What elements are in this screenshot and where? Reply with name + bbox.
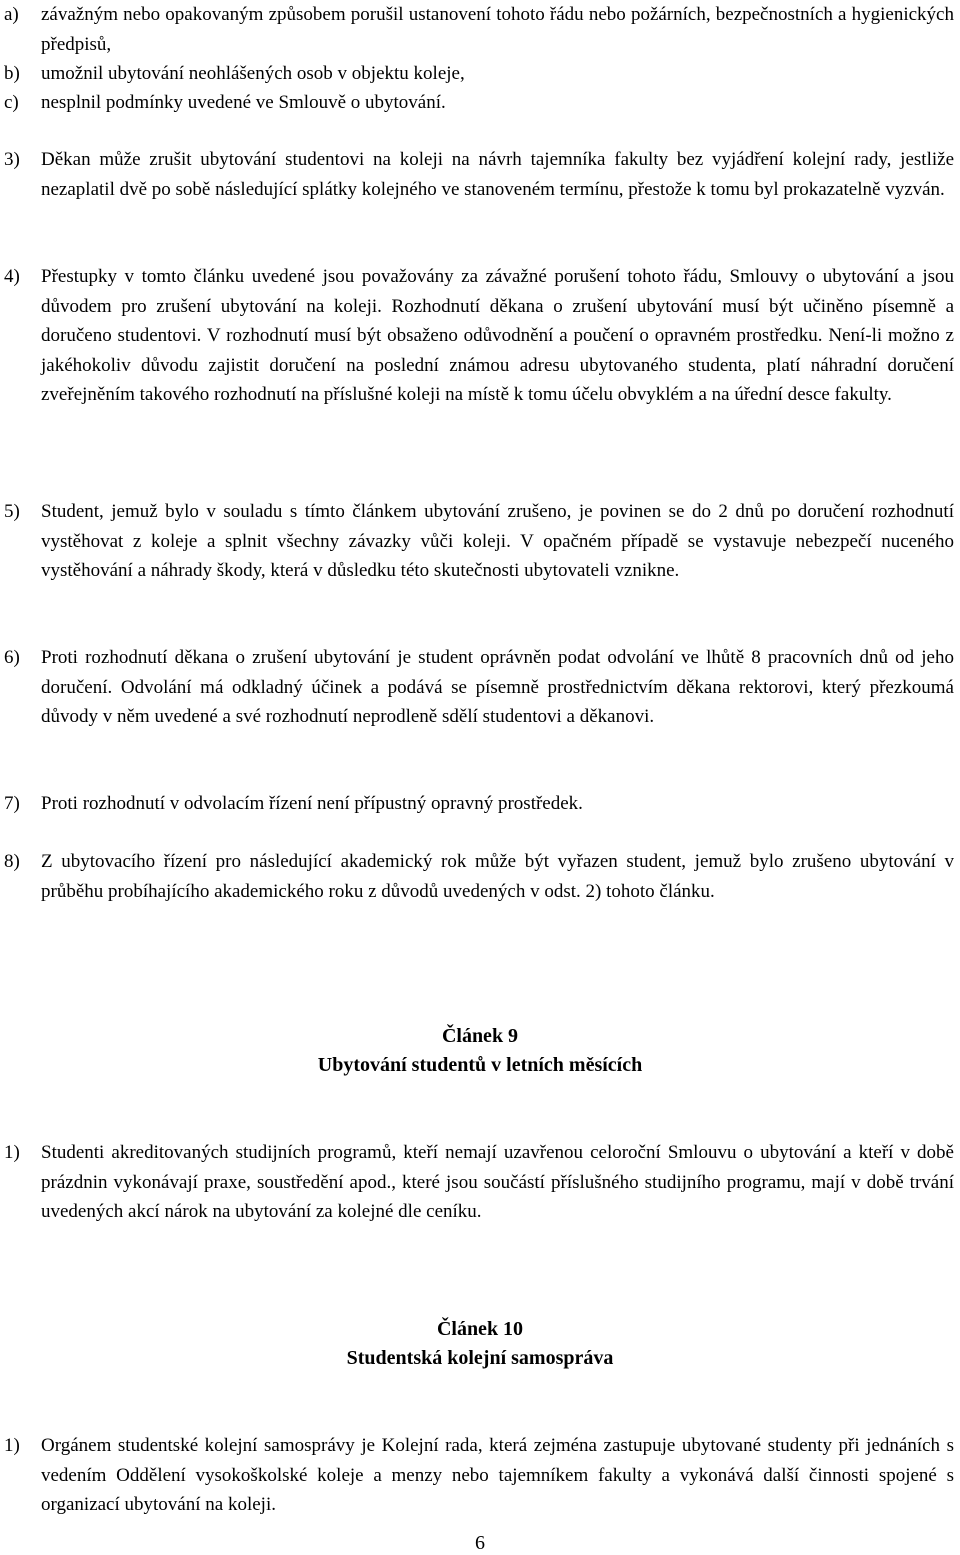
page-number: 6 [475,1532,485,1554]
paragraph-marker: 1) [4,1435,20,1456]
paragraph-text: Proti rozhodnutí děkana o zrušení ubytování je student oprávněn podat odvolání ve lhůtě 8 pracovních dnů od jeho doručení. Odvolání má odkladný účinek a podává se písemně prostřednictvím děkana rektorovi, který přezkoumá důvody v něm uvedené a své rozhodnutí neprodleně sdělí studentovi a děkanovi. [41,647,954,727]
list-marker: b) [4,63,20,84]
paragraph-7 [4,789,954,819]
list-item-a [4,0,954,59]
paragraph-marker: 7) [4,793,20,814]
paragraph-marker: 6) [4,647,20,668]
paragraph-text: Přestupky v tomto článku uvedené jsou považovány za závažné porušení tohoto řádu, Smlouvy o ubytování a jsou důvodem pro zrušení ubytování na koleji. Rozhodnutí děkana o zrušení ubytování musí být učiněno písemně a doručeno studentovi. V rozhodnutí musí být obsaženo odůvodnění a poučení o opravném prostředku. Není-li možno z jakéhokoliv důvodu zajistit doručení na poslední známou adresu ubytovaného studenta, platí náhradní doručení zveřejněním takového rozhodnutí na příslušné koleji na místě k tomu účelu obvyklém a na úřední desce fakulty. [41,266,954,405]
list-text: nesplnil podmínky uvedené ve Smlouvě o ubytování. [41,92,446,113]
article-9-number: Článek 9 [441,1025,519,1047]
paragraph-8 [4,847,954,906]
paragraph-5 [4,497,954,586]
paragraph-marker: 3) [4,149,20,170]
article-10-title: Studentská kolejní samospráva [346,1347,614,1369]
paragraph-text: Orgánem studentské kolejní samosprávy je Kolejní rada, která zejména zastupuje ubytované studenty při jednáních s vedením Oddělení vysokoškolské koleje a menzy nebo tajemníkem fakulty a vykonává další činnosti spojené s organizací ubytování na koleji. [41,1435,954,1515]
list-marker: c) [4,92,19,113]
paragraph-text: Z ubytovacího řízení pro následující akademický rok může být vyřazen student, jemuž bylo zrušeno ubytování v průběhu probíhajícího akademického roku z důvodů uvedených v odst. 2) tohoto článku. [41,851,954,902]
paragraph-text: Děkan může zrušit ubytování studentovi na koleji na návrh tajemníka fakulty bez vyjádření kolejní rady, jestliže nezaplatil dvě po sobě následující splátky kolejného ve stanoveném termínu, přestože k tomu byl prokazatelně vyzván. [41,149,954,200]
article-9-paragraph-1 [4,1138,954,1227]
list-item-c [4,88,954,118]
paragraph-marker: 1) [4,1142,20,1163]
paragraph-marker: 5) [4,501,20,522]
article-9-title: Ubytování studentů v letních měsících [317,1054,643,1076]
article-10-paragraph-1 [4,1431,954,1520]
paragraph-3 [4,145,954,204]
paragraph-marker: 8) [4,851,20,872]
paragraph-text: Proti rozhodnutí v odvolacím řízení není přípustný opravný prostředek. [41,793,583,814]
paragraph-4 [4,262,954,410]
list-text: závažným nebo opakovaným způsobem porušil ustanovení tohoto řádu nebo požárních, bezpečnostních a hygienických předpisů, [41,4,954,55]
paragraph-text: Student, jemuž bylo v souladu s tímto článkem ubytování zrušeno, je povinen se do 2 dnů po doručení rozhodnutí vystěhovat z koleje a splnit všechny závazky vůči koleji. V opačném případě se vystavuje nebezpečí nuceného vystěhování a náhrady škody, která v důsledku této skutečnosti ubytovateli vznikne. [41,501,954,581]
list-text: umožnil ubytování neohlášených osob v objektu koleje, [41,63,465,84]
list-marker: a) [4,4,19,25]
list-item-b [4,59,954,89]
paragraph-text: Studenti akreditovaných studijních programů, kteří nemají uzavřenou celoroční Smlouvu o ubytování a kteří v době prázdnin vykonávají praxe, soustředění apod., které jsou součástí příslušného studijního programu, mají v době trvání uvedených akcí nárok na ubytování za kolejné dle ceníku. [41,1142,954,1222]
paragraph-marker: 4) [4,266,20,287]
article-10-number: Článek 10 [436,1318,524,1340]
paragraph-6 [4,643,954,732]
